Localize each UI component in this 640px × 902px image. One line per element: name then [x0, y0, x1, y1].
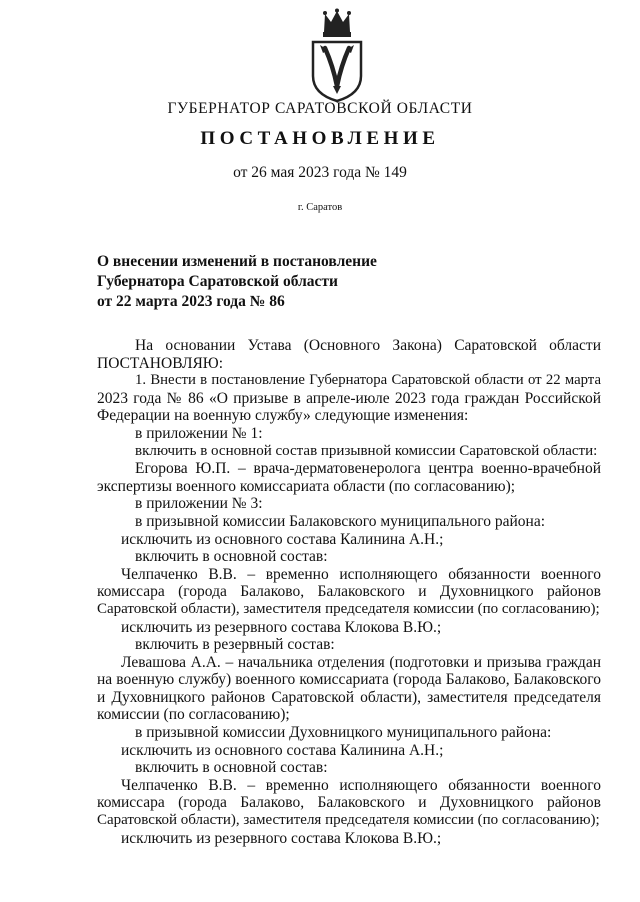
- body-line: комиссара (города Балаково, Балаковского и Духовницкого районов: [97, 794, 601, 812]
- document-city: г. Саратов: [297, 202, 343, 213]
- title-line: от 22 марта 2023 года № 86: [97, 293, 285, 310]
- body-line: включить в основной состав призывной комиссии Саратовской области:: [135, 442, 598, 459]
- title-line: Губернатора Саратовской области: [97, 273, 338, 290]
- body-line: Левашова А.А. – начальника отделения (подготовки и призыва граждан: [121, 653, 601, 671]
- issuing-authority: ГУБЕРНАТОР САРАТОВСКОЙ ОБЛАСТИ: [167, 100, 473, 117]
- body-line: на военную службу) военного комиссариата (города Балаково, Балаковского: [97, 671, 601, 689]
- body-line: 2023 года № 86 «О призыве в апреле-июле 2023 года граждан Российской: [97, 389, 601, 407]
- document-type-heading: ПОСТАНОВЛЕНИЕ: [200, 128, 440, 149]
- body-line: исключить из резервного состава Клокова В.Ю.;: [121, 618, 442, 636]
- body-line: 1. Внести в постановление Губернатора Саратовской области от 22 марта: [135, 372, 601, 389]
- body-line: включить в основной состав:: [135, 548, 328, 566]
- body-line: в приложении № 1:: [135, 424, 263, 442]
- body-line: исключить из основного состава Калинина А.Н.;: [121, 741, 444, 759]
- body-line: исключить из основного состава Калинина А.Н.;: [121, 530, 444, 548]
- body-line: Саратовской области), заместителя председателя комиссии (по согласованию);: [97, 600, 600, 617]
- body-line: исключить из резервного состава Клокова В.Ю.;: [121, 829, 442, 847]
- body-line: в призывной комиссии Балаковского муниципального района:: [135, 512, 546, 530]
- body-line: в приложении № 3:: [135, 495, 263, 513]
- body-line: ПОСТАНОВЛЯЮ:: [97, 354, 224, 372]
- body-line: включить в резервный состав:: [135, 636, 335, 654]
- title-line: О внесении изменений в постановление: [97, 253, 377, 270]
- body-line: На основании Устава (Основного Закона) Саратовской области: [135, 337, 601, 354]
- body-line: экспертизы военного комиссариата области (по согласованию);: [97, 477, 516, 495]
- body-line: Федерации на военную службу» следующие изменения:: [97, 407, 469, 425]
- body-line: в призывной комиссии Духовницкого муниципального района:: [135, 724, 552, 742]
- document-body: [97, 337, 601, 847]
- body-line: Егорова Ю.П. – врача-дерматовенеролога центра военно-врачебной: [135, 460, 601, 478]
- document-title: [97, 252, 377, 312]
- body-line: включить в основной состав:: [135, 759, 328, 777]
- body-line: комиссии (по согласованию);: [97, 706, 290, 724]
- body-line: комиссара (города Балаково, Балаковского и Духовницкого районов: [97, 583, 601, 601]
- document-date-number: от 26 мая 2023 года № 149: [233, 164, 407, 181]
- body-line: и Духовницкого районов Саратовской области), заместителя председателя: [97, 688, 601, 706]
- body-line: Челпаченко В.В. – временно исполняющего обязанности военного: [121, 565, 601, 583]
- body-line: Саратовской области), заместителя председателя комиссии (по согласованию);: [97, 812, 600, 829]
- body-line: Челпаченко В.В. – временно исполняющего обязанности военного: [121, 776, 601, 794]
- saratov-coat-of-arms-emblem: [303, 8, 371, 104]
